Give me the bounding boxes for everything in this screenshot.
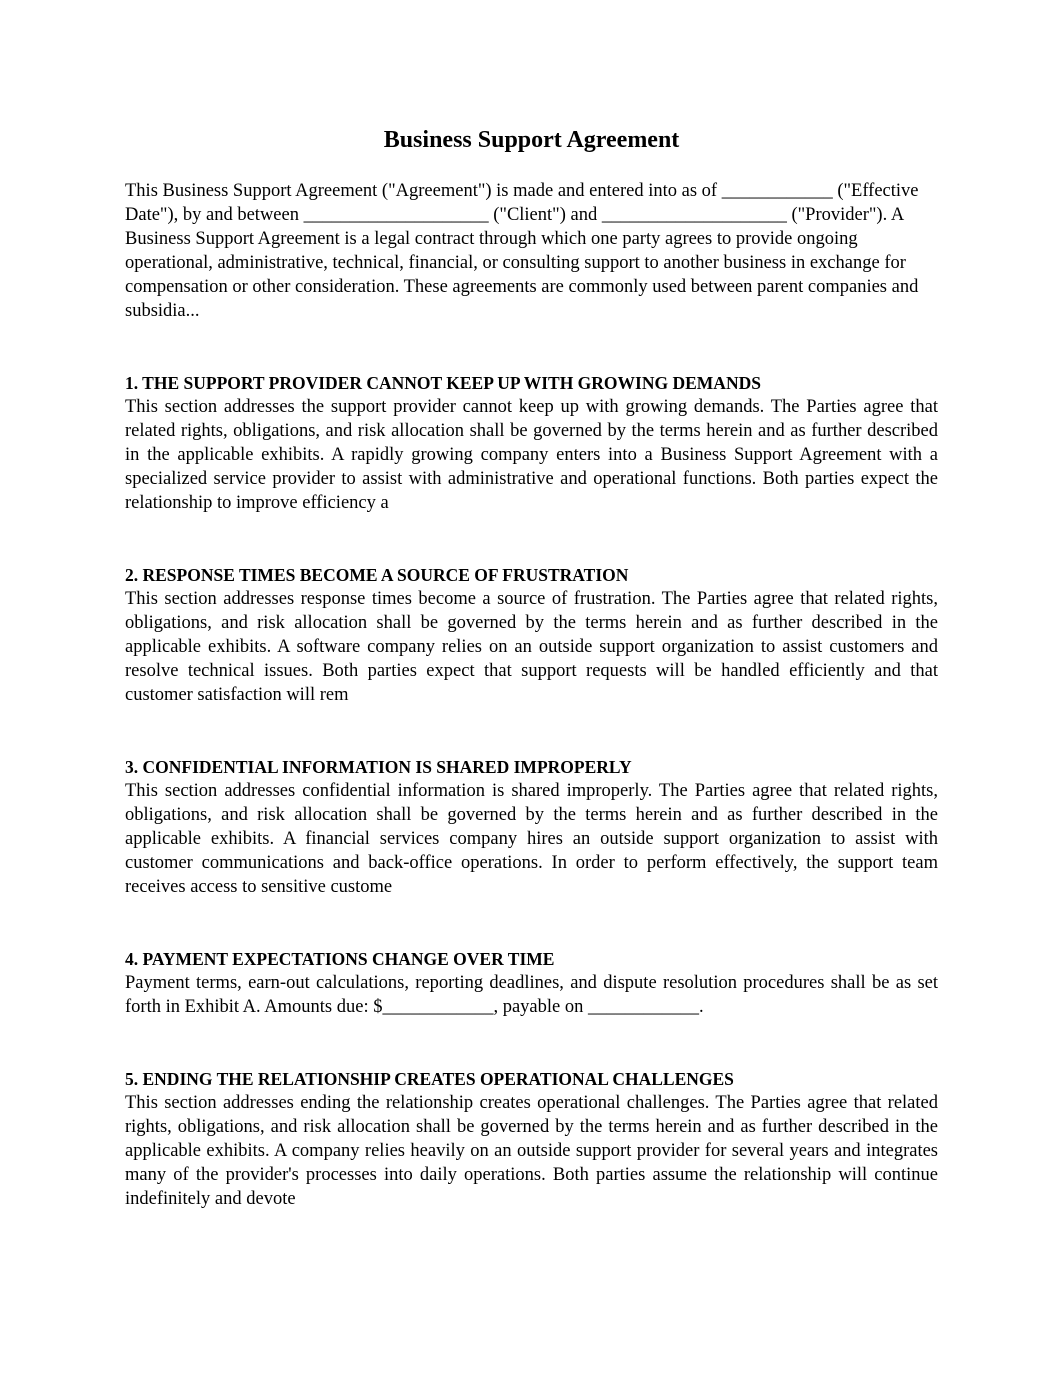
section-1 [125,371,938,515]
section-heading: 5. ENDING THE RELATIONSHIP CREATES OPERATIONAL CHALLENGES [125,1069,734,1089]
section-2 [125,563,938,707]
section-heading: 4. PAYMENT EXPECTATIONS CHANGE OVER TIME [125,949,555,969]
section-5 [125,1067,938,1211]
section-heading: 1. THE SUPPORT PROVIDER CANNOT KEEP UP WITH GROWING DEMANDS [125,373,761,393]
section-3 [125,755,938,899]
section-heading: 3. CONFIDENTIAL INFORMATION IS SHARED IMPROPERLY [125,757,632,777]
document-content [125,122,938,1211]
section-body: This section addresses response times become a source of frustration. The Parties agree that related rights, obligations, and risk allocation shall be governed by the terms herein and as further described in the applicable exhibits. A software company relies on an outside support organization to assist customers and resolve technical issues. Both parties expect that support requests will be handled efficiently and that customer satisfaction will rem [125,589,938,705]
intro-paragraph: This Business Support Agreement ("Agreement") is made and entered into as of ____________ ("Effective Date"), by and between ____________________ ("Client") and ____________________ ("Provider"). A Business Support Agreement is a legal contract through which one party agrees to provide ongoing operational, administrative, technical, financial, or consulting support to another business in exchange for compensation or other consideration. These agreements are commonly used between parent companies and subsidia... [125,181,919,321]
section-heading: 2. RESPONSE TIMES BECOME A SOURCE OF FRUSTRATION [125,565,629,585]
section-body: This section addresses confidential information is shared improperly. The Parties agree that related rights, obligations, and risk allocation shall be governed by the terms herein and as further described in the applicable exhibits. A financial services company hires an outside support organization to assist with customer communications and back-office operations. In order to perform effectively, the support team receives access to sensitive custome [125,781,938,897]
section-4 [125,947,938,1019]
document-title: Business Support Agreement [383,127,680,153]
section-body: Payment terms, earn-out calculations, reporting deadlines, and dispute resolution procedures shall be as set forth in Exhibit A. Amounts due: $____________, payable on ____________. [125,973,938,1017]
section-body: This section addresses the support provider cannot keep up with growing demands. The Parties agree that related rights, obligations, and risk allocation shall be governed by the terms herein and as further described in the applicable exhibits. A rapidly growing company enters into a Business Support Agreement with a specialized service provider to assist with administrative and operational functions. Both parties expect the relationship to improve efficiency a [125,397,938,513]
section-body: This section addresses ending the relationship creates operational challenges. The Parties agree that related rights, obligations, and risk allocation shall be governed by the terms herein and as further described in the applicable exhibits. A company relies heavily on an outside support provider for several years and integrates many of the provider's processes into daily operations. Both parties assume the relationship will continue indefinitely and devote [125,1093,938,1209]
